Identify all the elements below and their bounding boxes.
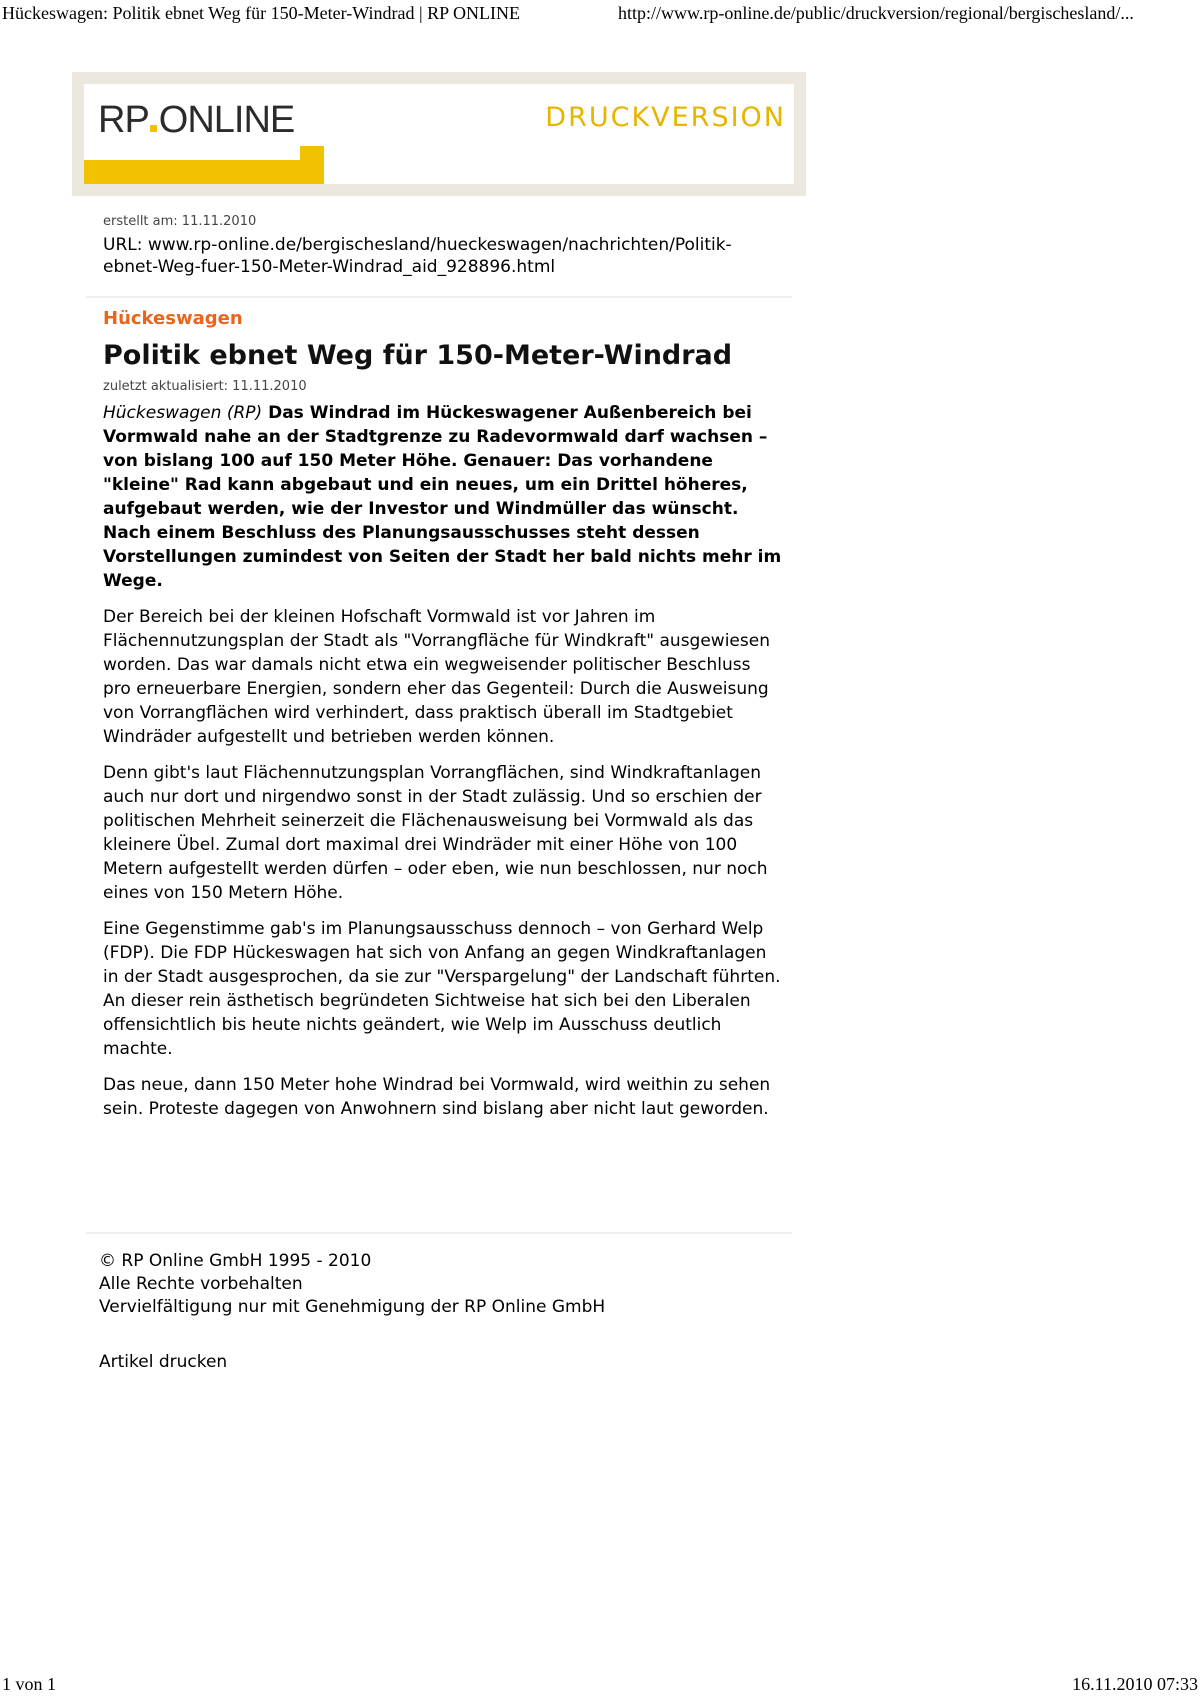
url-label: URL: [103, 235, 143, 255]
copyright: © RP Online GmbH 1995 - 2010 [99, 1251, 372, 1271]
article-paragraph: Das neue, dann 150 Meter hohe Windrad bei Vormwald, wird weithin zu sehen sein. Proteste dagegen von Anwohnern sind bislang aber nicht laut geworden. [103, 1075, 771, 1119]
print-article-link[interactable]: Artikel drucken [99, 1352, 228, 1372]
masthead-inner [84, 84, 794, 184]
print-header-url: http://www.rp-online.de/public/druckversion/regional/bergischesland/... [618, 3, 1134, 23]
logo-rp: RP [98, 99, 149, 141]
lead-text: Das Windrad im Hückeswagener Außenbereich bei Vormwald nahe an der Stadtgrenze zu Radevormwald darf wachsen – von bislang 100 auf 150 Meter Höhe. Genauer: Das vorhandene "kleine" Rad kann abgebaut und ein neues, um ein Drittel höheres, aufgebaut werden, wie der Investor und Windmüller das wünscht. Nach einem Beschluss des Planungsausschusses steht dessen Vorstellungen zumindest von Seiten der Stadt her bald nichts mehr im Wege. [103, 403, 782, 591]
rights-notice: Alle Rechte vorbehalten [99, 1274, 303, 1294]
druckversion-label: DRUCKVERSION [545, 102, 786, 133]
separator-top [86, 296, 792, 298]
article [103, 307, 783, 1121]
logo-dot [150, 125, 157, 132]
article-paragraph: Der Bereich bei der kleinen Hofschaft Vormwald ist vor Jahren im Flächennutzungsplan der Stadt als "Vorrangfläche für Windkraft" ausgewiesen worden. Das war damals nicht etwa ein wegweisender politischer Beschluss pro erneuerbare Energien, sondern eher das Gegenteil: Durch die Ausweisung von Vorrangflächen wird verhindert, dass praktisch überall im Stadtgebiet Windräder aufgestellt und betrieben werden können. [103, 607, 770, 747]
article-meta [103, 212, 783, 278]
article-url [103, 234, 783, 278]
page-count: 1 von 1 [2, 1674, 56, 1694]
article-title: Politik ebnet Weg für 150-Meter-Windrad [103, 340, 733, 371]
reproduction-notice: Vervielfältigung nur mit Genehmigung der RP Online GmbH [99, 1297, 606, 1317]
logo-yellow-bar [84, 160, 324, 184]
print-header [0, 0, 1200, 30]
print-footer [0, 1671, 1200, 1699]
article-updated: zuletzt aktualisiert: 11.11.2010 [103, 379, 307, 394]
url-value: www.rp-online.de/bergischesland/hueckeswagen/nachrichten/Politik-ebnet-Weg-fuer-150-Meter-Windrad_aid_928896.html [103, 235, 732, 277]
article-paragraph: Eine Gegenstimme gab's im Planungsausschuss dennoch – von Gerhard Welp (FDP). Die FDP Hückeswagen hat sich von Anfang an gegen Windkraftanlagen in der Stadt ausgesprochen, da sie zur "Verspargelung" der Landschaft führten. An dieser rein ästhetisch begründeten Sichtweise hat sich bei den Liberalen offensichtlich bis heute nichts geändert, wie Welp im Ausschuss deutlich machte. [103, 919, 781, 1059]
print-header-title: Hückeswagen: Politik ebnet Weg für 150-Meter-Windrad | RP ONLINE [2, 3, 520, 23]
article-lead [103, 401, 783, 593]
logo-online: ONLINE [158, 99, 295, 141]
masthead [72, 72, 806, 196]
article-paragraph: Denn gibt's laut Flächennutzungsplan Vorrangflächen, sind Windkraftanlagen auch nur dort und nirgendwo sonst in der Stadt zulässig. Und so erschien der politischen Mehrheit seinerzeit die Flächenausweisung bei Vormwald als das kleinere Übel. Zumal dort maximal drei Windräder mit einer Höhe von 100 Metern aufgestellt werden dürfen – oder eben, wie nun beschlossen, nur noch eines von 150 Metern Höhe. [103, 763, 768, 903]
separator-bottom [86, 1232, 792, 1234]
lead-location: Hückeswagen (RP) [103, 403, 263, 423]
site-footer [99, 1250, 799, 1374]
print-datetime: 16.11.2010 07:33 [1072, 1674, 1198, 1694]
rp-online-logo [98, 98, 294, 142]
article-category: Hückeswagen [103, 308, 243, 329]
logo-yellow-corner [300, 146, 324, 184]
created-date: erstellt am: 11.11.2010 [103, 214, 257, 229]
